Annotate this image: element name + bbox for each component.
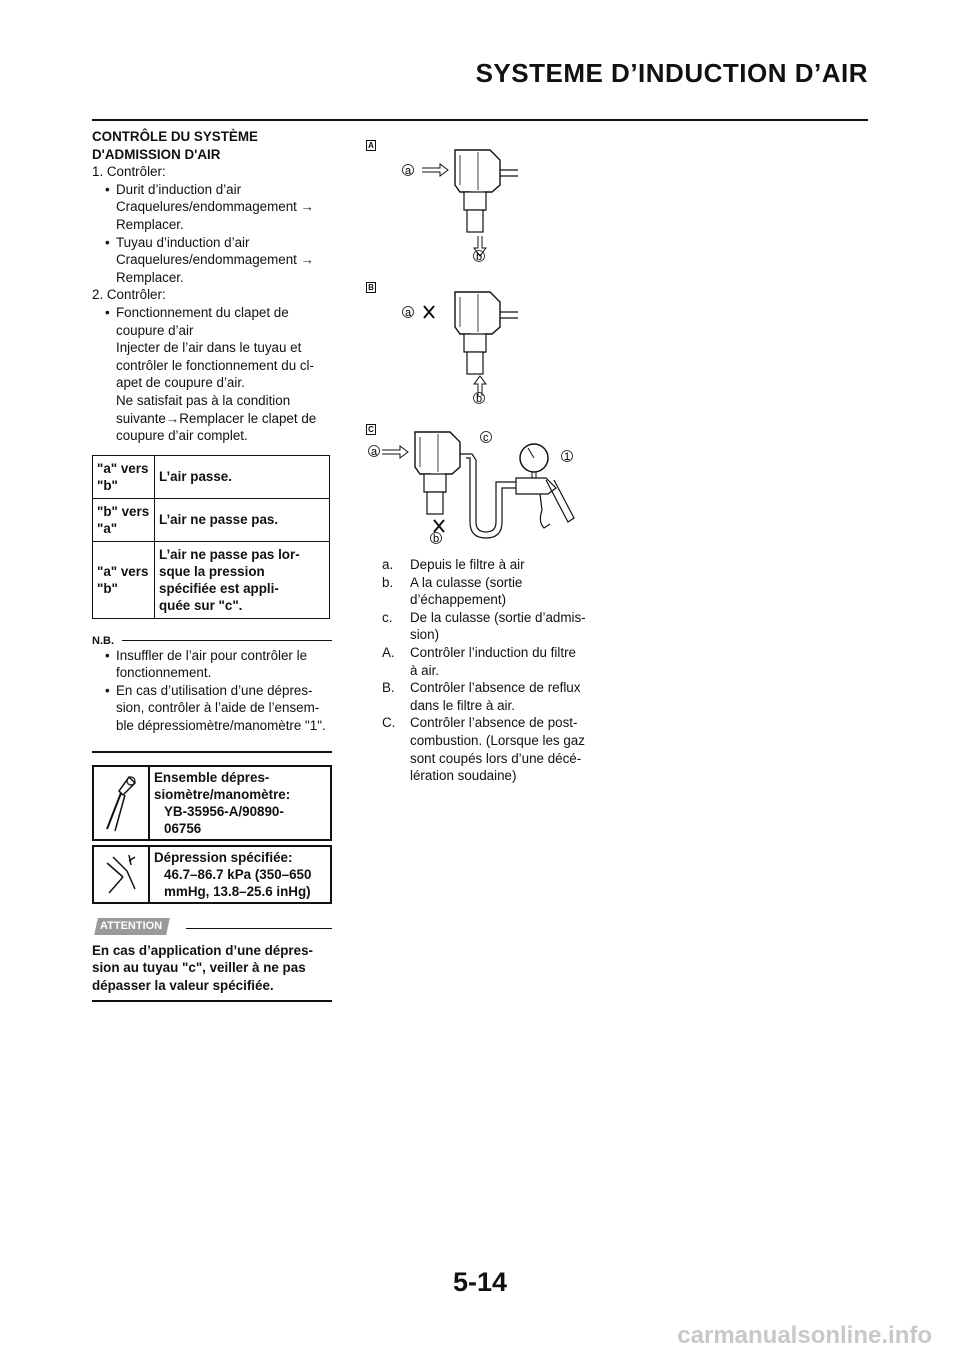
callout-a-fig-c: a [371,446,378,458]
attention-header [92,918,332,938]
callout-1-fig-c: 1 [564,451,571,463]
tool-icon [94,767,150,839]
callout-b-fig-c: b [433,533,440,545]
left-column: CONTRÔLE DU SYSTÈME D'ADMISSION D'AIR 1. Contrôler: • Durit d’induction d’air Craquelures/endommagement → Remplacer. • Tuyau d’induction d’air Craquelures/endommagement → Remplacer. 2. Contrôler: • Fonctionnement du clapet de coupure d’air Injecter de l’air dans le tuyau et contrôler le fonctionnement du cl- apet de coupure d’air. Ne satisfait pas à la condition suivante→Remplacer le clapet de coupure d’air complet. "a" vers "b" L’air passe. "b" vers "a" L’air ne passe pas. "a" vers "b" L’air ne passe pas lor- sque la pression spécifiée est appli- quée sur "c". N.B. • Insuffler de l’air pour contrôler le fonctionnement. • En cas d’utilisation d’une dépres- sion, contrôler à l’aide de l’ensem- ble dépressiomètre/manomètre "1". Ensemble dépres- siomètre/manomètre: YB-35956-A/90890- 06756 Dépression spécifiée: 46.7–86.7 kPa (350–650 mmHg, 13.8–25.6 inHg) ATTENTION En cas d’application d’une dépres- sion au tuyau "c", veiller à ne pas dépasser la valeur spécifiée. [92,128,332,1002]
legend-item: c. De la culasse (sortie d’admis- sion) [382,609,586,643]
attention-text: En cas d’application d’une dépres- sion au tuyau "c", veiller à ne pas dépasser la valeur spécifiée. [92,942,313,993]
section-title: CONTRÔLE DU SYSTÈME D'ADMISSION D'AIR [92,129,258,162]
table-row: "b" vers "a" L’air ne passe pas. [93,498,330,541]
callout-a-fig-a: a [405,165,412,177]
valve-diagrams [360,130,660,550]
nb-item: • Insuffler de l’air pour contrôler le [105,647,308,663]
spec-wrench-icon [94,847,150,902]
step-1: 1. Contrôler: [92,164,166,180]
nb-item: • En cas d’utilisation d’une dépres- [105,682,313,698]
figure-legend [382,556,612,785]
attention-end-rule [92,1000,332,1002]
table-row: "a" vers "b" L’air ne passe pas lor- sque la pression spécifiée est appli- quée sur "c". [93,541,330,618]
valve-diagram-b [424,292,518,396]
bullet-item: • Tuyau d’induction d’air [105,234,250,250]
callout-b-fig-a: b [476,251,483,263]
callout-b-fig-b: b [476,393,483,405]
figure-label-a: A [366,140,376,151]
legend-item: b. A la culasse (sortie d’échappement) [382,574,523,608]
valve-diagram-a [422,150,518,256]
attention-badge: ATTENTION [94,918,170,935]
legend-item: B. Contrôler l’absence de reflux dans le filtre à air. [382,680,581,713]
valve-diagram-c [382,432,574,538]
callout-a-fig-b: a [405,307,412,319]
bullet-item: • Durit d’induction d’air [105,181,242,197]
legend-item: a. Depuis le filtre à air [382,557,525,572]
watermark: carmanualsonline.info [677,1322,932,1349]
figure-label-c: C [366,424,376,435]
figure-label-b: B [366,282,376,293]
callout-c-fig-c: c [483,432,489,444]
legend-item: C. Contrôler l’absence de post- combustion. (Lorsque les gaz sont coupés lors d’une décé- lération soudaine) [382,715,585,784]
nb-header: N.B. [92,631,332,647]
legend-item: A. Contrôler l’induction du filtre à air. [382,644,576,678]
page-number: 5-14 [452,1267,508,1297]
spec-box: Dépression spécifiée: 46.7–86.7 kPa (350–650 mmHg, 13.8–25.6 inHg) [92,845,332,904]
tool-box: Ensemble dépres- siomètre/manomètre: YB-35956-A/90890- 06756 [92,765,332,841]
step-2: 2. Contrôler: [92,287,166,303]
page-header-title: SYSTEME D’INDUCTION D’AIR [475,58,868,88]
header-rule [92,119,868,121]
nb-end-rule [92,751,332,753]
table-row: "a" vers "b" L’air passe. [93,455,330,498]
condition-table [92,455,330,619]
bullet-item: • Fonctionnement du clapet de [105,304,289,320]
